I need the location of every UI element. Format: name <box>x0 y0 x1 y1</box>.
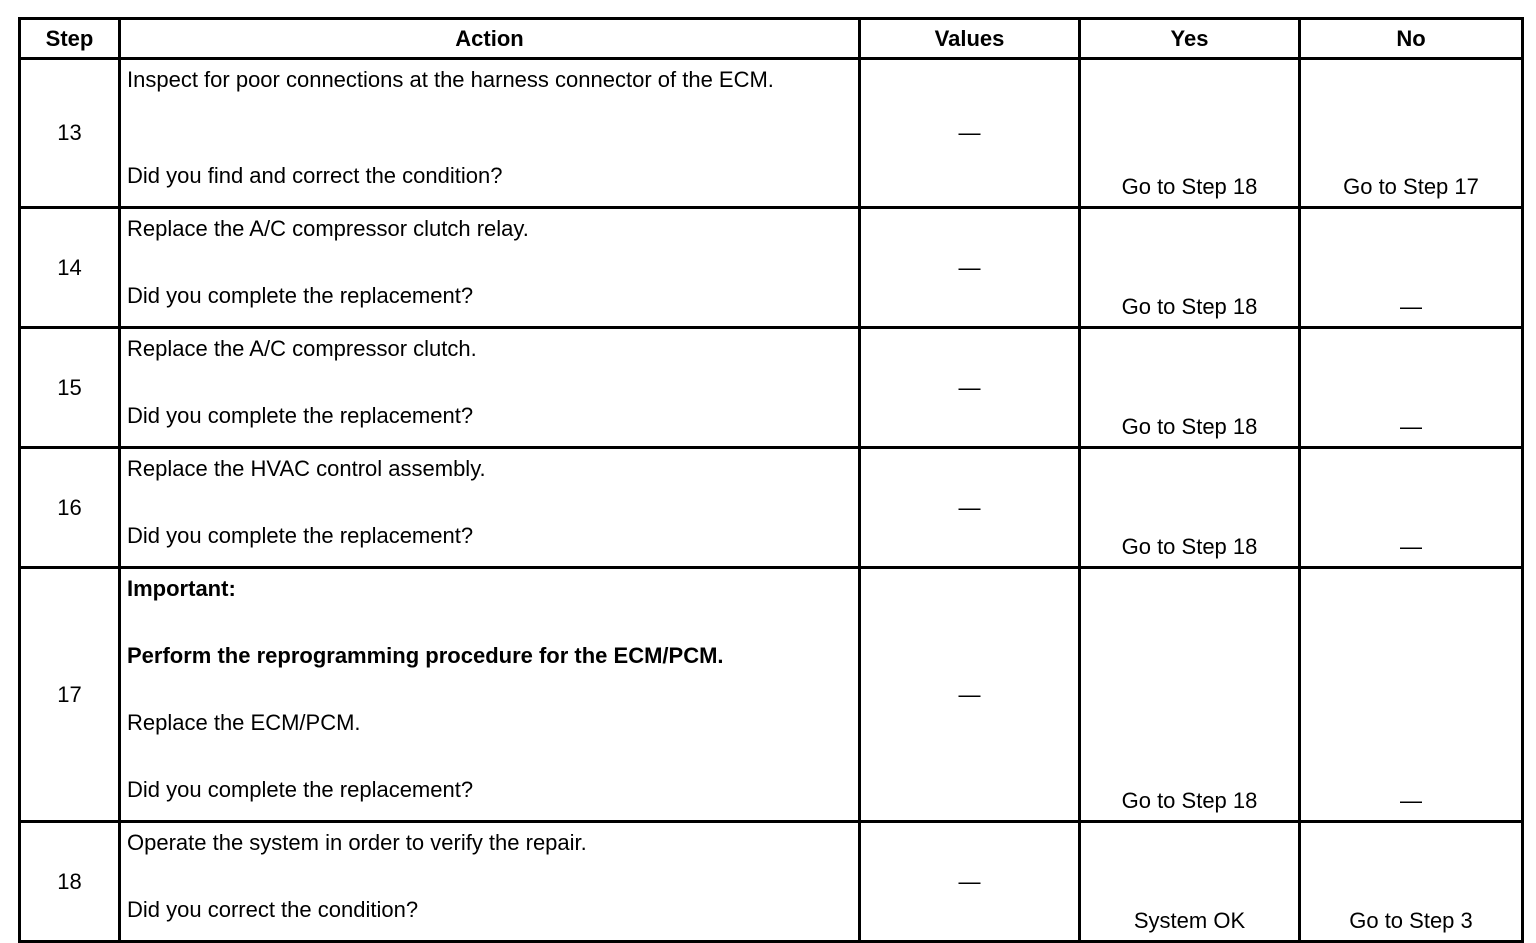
action-cell <box>120 208 860 328</box>
action-question: Did you complete the replacement? <box>127 523 474 548</box>
values-cell: — <box>860 208 1080 328</box>
yes-cell: Go to Step 18 <box>1080 568 1300 822</box>
action-question: Did you complete the replacement? <box>127 403 474 428</box>
step-number: 13 <box>20 59 120 208</box>
action-cell <box>120 448 860 568</box>
no-cell: — <box>1300 328 1523 448</box>
table-row <box>20 568 1523 822</box>
action-instruction: Replace the A/C compressor clutch. <box>127 336 477 361</box>
action-question: Did you correct the condition? <box>127 897 419 922</box>
action-question: Did you complete the replacement? <box>127 777 474 802</box>
values-cell: — <box>860 59 1080 208</box>
action-cell <box>120 59 860 208</box>
yes-cell: Go to Step 18 <box>1080 448 1300 568</box>
no-cell: — <box>1300 568 1523 822</box>
action-instruction: Replace the HVAC control assembly. <box>127 456 486 481</box>
header-values: Values <box>860 19 1080 59</box>
table-row <box>20 328 1523 448</box>
no-cell: — <box>1300 448 1523 568</box>
no-cell: Go to Step 3 <box>1300 822 1523 942</box>
step-number: 18 <box>20 822 120 942</box>
yes-cell: Go to Step 18 <box>1080 59 1300 208</box>
important-note: Perform the reprogramming procedure for the ECM/PCM. <box>127 643 724 668</box>
values-cell: — <box>860 448 1080 568</box>
action-instruction: Inspect for poor connections at the harness connector of the ECM. <box>127 67 774 92</box>
action-instruction: Replace the ECM/PCM. <box>127 710 361 735</box>
header-step: Step <box>20 19 120 59</box>
table-row <box>20 448 1523 568</box>
header-yes: Yes <box>1080 19 1300 59</box>
header-row <box>20 19 1523 59</box>
yes-cell: Go to Step 18 <box>1080 208 1300 328</box>
important-label: Important: <box>127 576 236 601</box>
values-cell: — <box>860 568 1080 822</box>
no-cell: — <box>1300 208 1523 328</box>
action-instruction: Replace the A/C compressor clutch relay. <box>127 216 529 241</box>
table-row <box>20 822 1523 942</box>
values-cell: — <box>860 822 1080 942</box>
step-number: 15 <box>20 328 120 448</box>
header-no: No <box>1300 19 1523 59</box>
yes-cell: Go to Step 18 <box>1080 328 1300 448</box>
action-question: Did you complete the replacement? <box>127 283 474 308</box>
action-cell <box>120 568 860 822</box>
action-question: Did you find and correct the condition? <box>127 163 503 188</box>
table-row <box>20 208 1523 328</box>
action-cell <box>120 328 860 448</box>
step-number: 16 <box>20 448 120 568</box>
action-instruction: Operate the system in order to verify the repair. <box>127 830 587 855</box>
values-cell: — <box>860 328 1080 448</box>
step-number: 14 <box>20 208 120 328</box>
yes-cell: System OK <box>1080 822 1300 942</box>
diagnostic-table <box>18 17 1524 943</box>
no-cell: Go to Step 17 <box>1300 59 1523 208</box>
table-row <box>20 59 1523 208</box>
header-action: Action <box>120 19 860 59</box>
step-number: 17 <box>20 568 120 822</box>
action-cell <box>120 822 860 942</box>
